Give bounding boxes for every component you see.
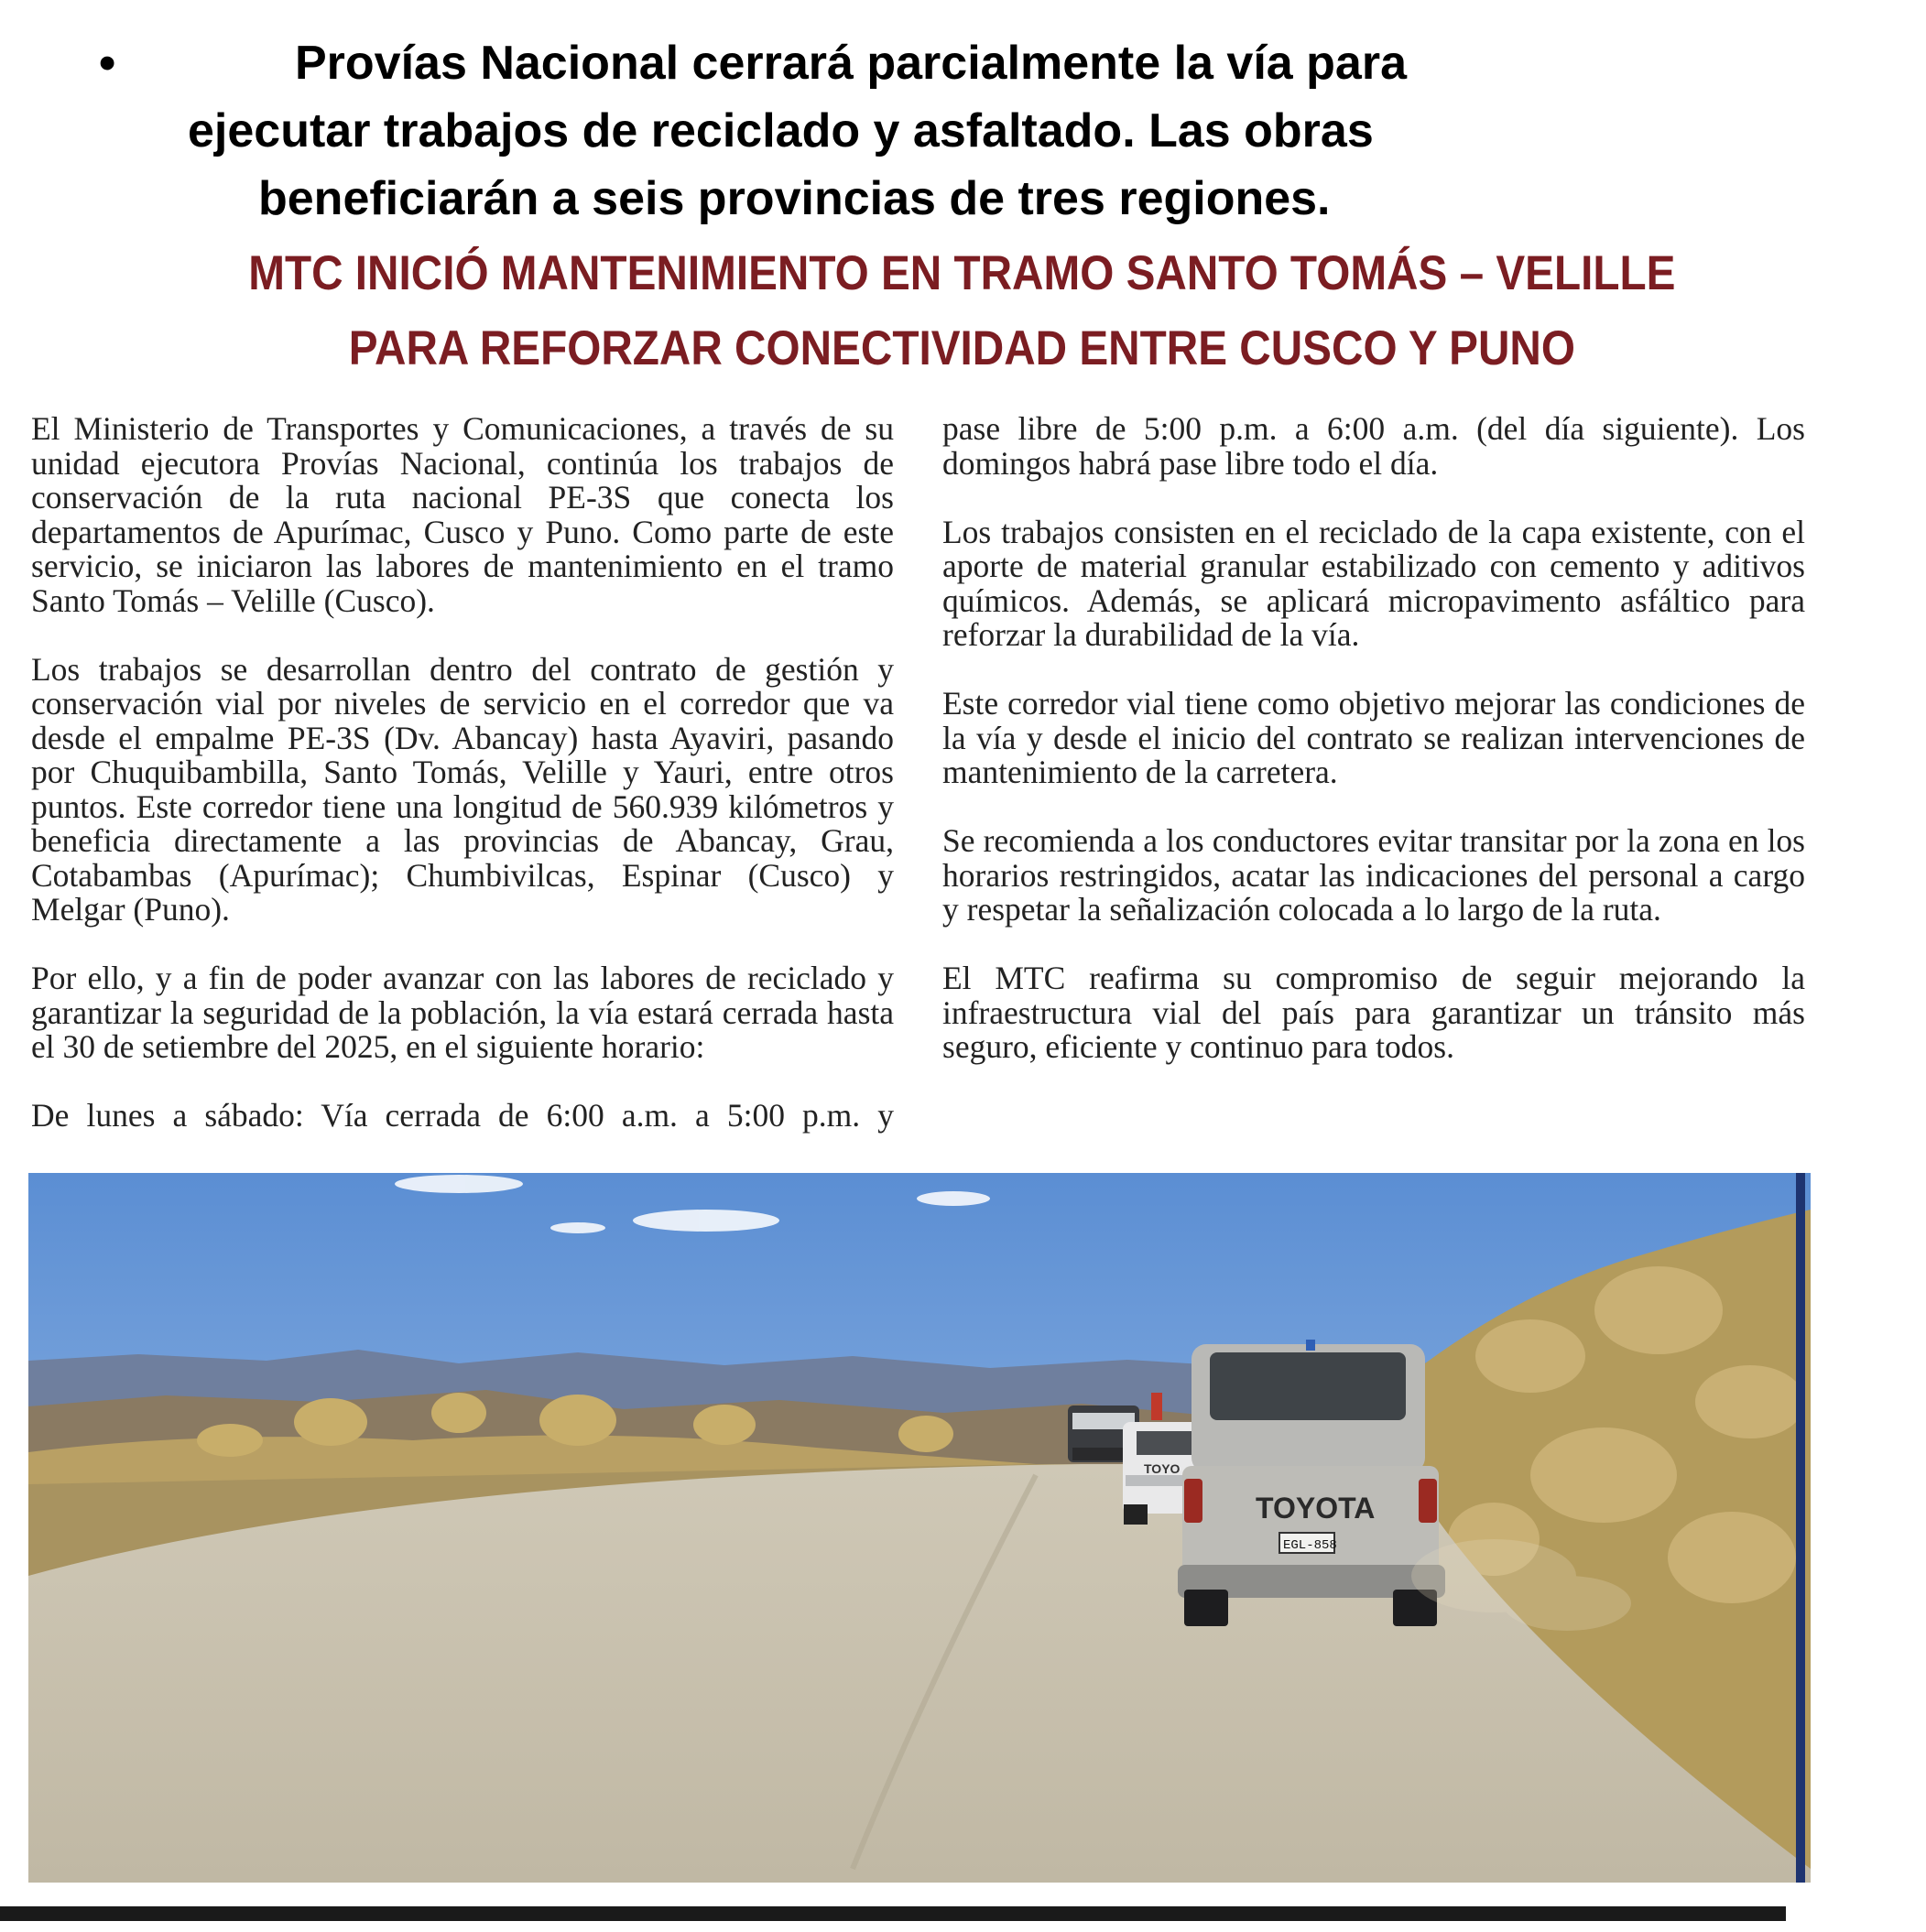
kicker-line-1: Provías Nacional cerrará parcialmente la vía para [295, 37, 1408, 90]
road-photo [28, 1173, 1811, 1883]
headline [95, 236, 1829, 386]
road-photo-illustration [28, 1173, 1811, 1883]
article-column-left [31, 412, 894, 1167]
headline-line-2: PARA REFORZAR CONECTIVIDAD ENTRE CUSCO Y PUNO [348, 321, 1575, 375]
license-plate: EGL-858 [1283, 1538, 1337, 1553]
headline-line-1: MTC INICIÓ MANTENIMIENTO EN TRAMO SANTO TOMÁS – VELILLE [248, 246, 1676, 300]
article-column-right [942, 412, 1805, 1099]
paragraph-commitment: El MTC reafirma su compromiso de seguir mejorando la infraestructura vial del país para garantizar un tránsito más seguro, eficiente y continuo para todos. [942, 960, 1805, 1065]
paragraph-schedule-start: De lunes a sábado: Vía cerrada de 6:00 a.m. a 5:00 p.m. y [31, 1097, 894, 1134]
kicker-line-2: ejecutar trabajos de reciclado y asfaltado. Las obras [188, 104, 1374, 157]
paragraph-recommendation: Se recomienda a los conductores evitar transitar por la zona en los horarios restringidos, acatar las indicaciones del personal a cargo y respetar la señalización colocada a lo largo de la ruta. [942, 822, 1805, 928]
paragraph-schedule-end: pase libre de 5:00 p.m. a 6:00 a.m. (del día siguiente). Los domingos habrá pase libre todo el día. [942, 410, 1805, 482]
bottom-rule [0, 1906, 1786, 1921]
paragraph-intro: El Ministerio de Transportes y Comunicaciones, a través de su unidad ejecutora Provías Nacional, continúa los trabajos de conservación de la ruta nacional PE-3S que conecta los departamentos de Apurímac, Cusco y Puno. Como parte de este servicio, se iniciaron las labores de mantenimiento en el tramo Santo Tomás – Velille (Cusco). [31, 410, 894, 619]
paragraph-objective: Este corredor vial tiene como objetivo mejorar las condiciones de la vía y desde el inicio del contrato se realizan intervenciones de mantenimiento de la carretera. [942, 685, 1805, 790]
paragraph-contract: Los trabajos se desarrollan dentro del contrato de gestión y conservación vial por niveles de servicio en el corredor que va desde el empalme PE-3S (Dv. Abancay) hasta Ayaviri, pasando por Chuquibambilla, Santo Tomás, Velille y Yauri, entre otros puntos. Este corredor tiene una longitud de 560.939 kilómetros y beneficia directamente a las provincias de Abancay, Grau, Cotabambas (Apurímac); Chumbivilcas, Espinar (Cusco) y Melgar (Puno). [31, 650, 894, 928]
kicker-line-3: beneficiarán a seis provincias de tres regiones. [258, 172, 1331, 225]
kicker-bullet: • [99, 37, 116, 90]
truck-brand: TOYOTA [1256, 1492, 1376, 1525]
truck-near [1178, 1340, 1445, 1626]
truck-middle-brand: TOYO [1144, 1461, 1181, 1476]
photo-edge-band [1796, 1173, 1805, 1883]
paragraph-closure: Por ello, y a fin de poder avanzar con las labores de reciclado y garantizar la seguridad de la población, la vía estará cerrada hasta el 30 de setiembre del 2025, en el siguiente horario: [31, 960, 894, 1065]
paragraph-works: Los trabajos consisten en el reciclado de la capa existente, con el aporte de material granular estabilizado con cemento y aditivos químicos. Además, se aplicará micropavimento asfáltico para reforzar la durabilidad de la vía. [942, 513, 1805, 653]
